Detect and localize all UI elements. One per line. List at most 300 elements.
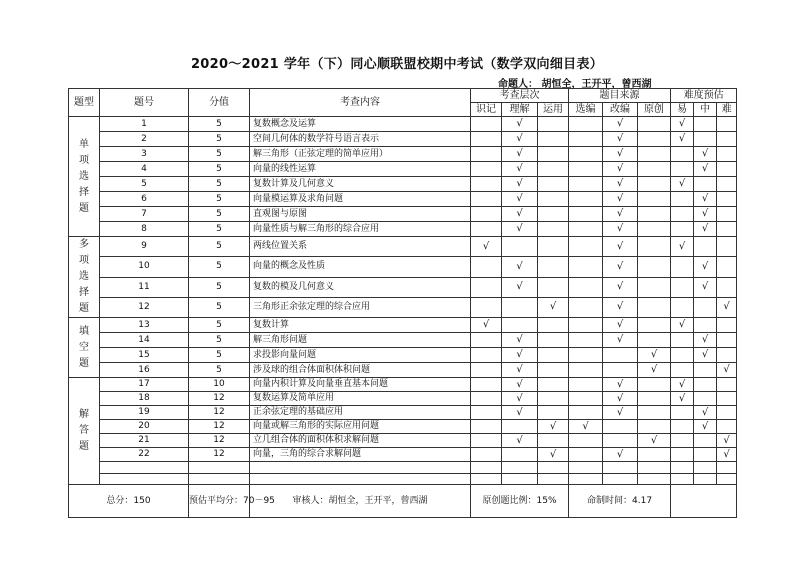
cell-difficulty-2 [717,462,737,474]
cell-content: 解三角形（正弦定理的简单应用） [250,147,471,162]
cell-level-2: √ [538,297,569,317]
cell-level-1: √ [502,132,538,147]
cell-level-0 [471,462,502,474]
cell-difficulty-2: √ [717,297,737,317]
cell-level-0 [471,192,502,207]
cell-difficulty-1: √ [694,192,717,207]
cell-difficulty-1: √ [694,406,717,420]
cell-number: 2 [100,132,189,147]
cell-source-0 [569,348,603,363]
cell-level-0 [471,132,502,147]
cell-source-2: √ [638,363,671,378]
cell-source-0 [569,297,603,317]
cell-difficulty-0 [671,277,694,297]
cell-level-2: √ [538,420,569,434]
cell-number: 8 [100,222,189,237]
cell-level-0 [471,363,502,378]
cell-source-2 [638,162,671,177]
cell-content: 三角形正余弦定理的综合应用 [250,297,471,317]
cell-score [189,474,250,485]
cell-content: 复数计算及几何意义 [250,177,471,192]
table-row [69,117,737,132]
cell-source-1: √ [603,277,638,297]
header-diff-easy: 易 [671,103,694,117]
table-row [69,162,737,177]
cell-score: 5 [189,192,250,207]
cell-difficulty-0 [671,162,694,177]
cell-level-2 [538,378,569,392]
cell-source-1: √ [603,318,638,333]
cell-difficulty-0: √ [671,392,694,406]
table-row [69,257,737,277]
cell-level-2 [538,363,569,378]
cell-level-0 [471,277,502,297]
cell-source-2 [638,222,671,237]
cell-source-2 [638,297,671,317]
cell-level-1: √ [502,162,538,177]
cell-source-1: √ [603,177,638,192]
cell-difficulty-0 [671,348,694,363]
cell-difficulty-1 [694,117,717,132]
cell-score: 5 [189,333,250,348]
table-row [69,448,737,462]
cell-difficulty-1: √ [694,333,717,348]
cell-difficulty-1: √ [694,162,717,177]
cell-difficulty-0: √ [671,237,694,257]
header-content: 考查内容 [250,89,471,117]
cell-source-0 [569,462,603,474]
cell-number: 20 [100,420,189,434]
cell-difficulty-2: √ [717,448,737,462]
cell-content: 立几组合体的面积体积求解问题 [250,434,471,448]
footer-reviewers: 审核人：胡恒全，王开平，曾西湖 [250,485,471,518]
cell-source-1: √ [603,378,638,392]
cell-source-0 [569,237,603,257]
cell-source-0 [569,474,603,485]
cell-level-0 [471,162,502,177]
cell-level-1: √ [502,177,538,192]
cell-difficulty-0 [671,147,694,162]
cell-content: 向量或解三角形的实际应用问题 [250,420,471,434]
cell-score: 12 [189,406,250,420]
spec-table [68,88,737,518]
header-diff-hard: 难 [717,103,737,117]
cell-source-0 [569,392,603,406]
cell-content: 复数计算 [250,318,471,333]
footer-total: 总分：150 [69,485,189,518]
table-row [69,222,737,237]
cell-number [100,462,189,474]
cell-score: 5 [189,348,250,363]
cell-difficulty-2 [717,162,737,177]
cell-difficulty-0 [671,257,694,277]
cell-difficulty-0 [671,192,694,207]
cell-level-2 [538,392,569,406]
cell-difficulty-2 [717,406,737,420]
cell-difficulty-1 [694,177,717,192]
cell-number: 12 [100,297,189,317]
cell-score: 12 [189,434,250,448]
cell-level-2 [538,406,569,420]
cell-score: 5 [189,162,250,177]
table-row [69,177,737,192]
table-row [69,434,737,448]
cell-source-2 [638,257,671,277]
cell-content: 向量，三角的综合求解问题 [250,448,471,462]
section-label-text: 多项选择题 [79,239,89,314]
table-row [69,132,737,147]
cell-difficulty-2 [717,392,737,406]
cell-content: 两线位置关系 [250,237,471,257]
cell-number: 11 [100,277,189,297]
cell-source-2 [638,192,671,207]
cell-difficulty-0 [671,474,694,485]
cell-difficulty-2 [717,192,737,207]
cell-source-2 [638,378,671,392]
cell-difficulty-0: √ [671,318,694,333]
cell-score: 5 [189,117,250,132]
cell-difficulty-2 [717,207,737,222]
footer-avg: 预估平均分：70－95 [189,485,250,518]
cell-level-2 [538,222,569,237]
table-row [69,277,737,297]
table-row [69,297,737,317]
cell-level-0 [471,474,502,485]
cell-source-2 [638,462,671,474]
cell-difficulty-1: √ [694,420,717,434]
cell-level-0 [471,434,502,448]
cell-level-2 [538,333,569,348]
header-source-selected: 选编 [569,103,603,117]
cell-source-0 [569,207,603,222]
cell-source-1: √ [603,117,638,132]
cell-difficulty-0 [671,222,694,237]
cell-score: 5 [189,177,250,192]
cell-difficulty-2 [717,420,737,434]
cell-content: 向量的概念及性质 [250,257,471,277]
cell-number: 21 [100,434,189,448]
cell-source-2 [638,392,671,406]
cell-level-0 [471,378,502,392]
cell-level-1: √ [502,392,538,406]
cell-level-1: √ [502,257,538,277]
cell-level-2 [538,462,569,474]
cell-difficulty-1: √ [694,348,717,363]
cell-difficulty-2 [717,237,737,257]
cell-score: 5 [189,222,250,237]
cell-number: 1 [100,117,189,132]
cell-source-0: √ [569,420,603,434]
cell-difficulty-2 [717,177,737,192]
cell-level-1 [502,318,538,333]
cell-difficulty-0: √ [671,117,694,132]
cell-source-0 [569,318,603,333]
cell-content: 向量性质与解三角形的综合应用 [250,222,471,237]
header-source-original: 原创 [638,103,671,117]
section-label [69,378,100,485]
cell-level-2 [538,177,569,192]
cell-difficulty-2 [717,132,737,147]
cell-source-2 [638,147,671,162]
cell-difficulty-1 [694,237,717,257]
cell-level-2: √ [538,448,569,462]
cell-level-2 [538,147,569,162]
cell-level-0 [471,333,502,348]
table-row [69,333,737,348]
table-row [69,147,737,162]
cell-level-0 [471,297,502,317]
section-label-text: 填空题 [79,325,89,369]
table-row [69,462,737,474]
cell-number: 5 [100,177,189,192]
cell-level-1 [502,474,538,485]
cell-source-2: √ [638,348,671,363]
cell-level-1: √ [502,434,538,448]
cell-score: 5 [189,207,250,222]
cell-level-1: √ [502,348,538,363]
cell-difficulty-0 [671,420,694,434]
cell-difficulty-1 [694,318,717,333]
section-label [69,117,100,237]
cell-level-2 [538,434,569,448]
cell-source-2: √ [638,434,671,448]
table-row [69,237,737,257]
cell-source-1: √ [603,297,638,317]
cell-difficulty-0 [671,462,694,474]
cell-level-0 [471,392,502,406]
cell-number: 3 [100,147,189,162]
cell-source-0 [569,333,603,348]
cell-number: 18 [100,392,189,406]
cell-content [250,462,471,474]
author-line: 命题人： 胡恒全，王开平，曾西湖 [498,79,652,90]
cell-source-1: √ [603,448,638,462]
cell-number: 10 [100,257,189,277]
cell-level-1: √ [502,277,538,297]
cell-source-0 [569,277,603,297]
cell-content: 求投影向量问题 [250,348,471,363]
cell-level-2 [538,117,569,132]
cell-level-0 [471,222,502,237]
cell-level-2 [538,474,569,485]
cell-source-1: √ [603,222,638,237]
cell-source-1 [603,474,638,485]
cell-level-1 [502,448,538,462]
header-level-recall: 识记 [471,103,502,117]
cell-source-2 [638,177,671,192]
cell-level-1: √ [502,207,538,222]
cell-difficulty-0 [671,406,694,420]
cell-number: 17 [100,378,189,392]
table-row [69,392,737,406]
cell-score: 5 [189,257,250,277]
cell-source-0 [569,147,603,162]
cell-level-2 [538,207,569,222]
cell-source-0 [569,448,603,462]
cell-number: 6 [100,192,189,207]
cell-level-2 [538,237,569,257]
cell-source-1 [603,462,638,474]
table-row [69,348,737,363]
header-score: 分值 [189,89,250,117]
cell-content: 复数概念及运算 [250,117,471,132]
cell-source-0 [569,363,603,378]
cell-level-1: √ [502,363,538,378]
cell-content [250,474,471,485]
cell-level-1: √ [502,333,538,348]
section-label [69,237,100,318]
cell-difficulty-0 [671,434,694,448]
section-label [69,318,100,378]
cell-level-2 [538,192,569,207]
cell-difficulty-1 [694,392,717,406]
table-body [69,89,737,518]
cell-difficulty-2 [717,257,737,277]
cell-source-2 [638,318,671,333]
cell-difficulty-2 [717,147,737,162]
cell-source-2 [638,277,671,297]
table-row [69,207,737,222]
cell-level-1: √ [502,117,538,132]
cell-content: 空间几何体的数学符号语言表示 [250,132,471,147]
cell-source-0 [569,257,603,277]
cell-content: 直观图与原图 [250,207,471,222]
cell-difficulty-1 [694,474,717,485]
cell-source-1: √ [603,406,638,420]
cell-level-1 [502,462,538,474]
cell-source-2 [638,117,671,132]
footer-row [69,485,737,518]
header-level-group: 考查层次 [471,89,569,103]
cell-score: 5 [189,237,250,257]
cell-difficulty-1 [694,434,717,448]
cell-score: 5 [189,277,250,297]
cell-difficulty-2 [717,277,737,297]
header-source-adapted: 改编 [603,103,638,117]
cell-score: 12 [189,448,250,462]
cell-level-0 [471,177,502,192]
cell-number: 15 [100,348,189,363]
cell-source-2 [638,207,671,222]
header-number: 题号 [100,89,189,117]
cell-difficulty-0 [671,333,694,348]
cell-level-0 [471,117,502,132]
cell-content: 复数运算及简单应用 [250,392,471,406]
cell-level-1 [502,237,538,257]
cell-level-0 [471,348,502,363]
cell-difficulty-1: √ [694,277,717,297]
cell-difficulty-1: √ [694,222,717,237]
cell-score: 5 [189,132,250,147]
cell-source-1: √ [603,207,638,222]
cell-source-1: √ [603,237,638,257]
cell-source-1: √ [603,132,638,147]
cell-score: 5 [189,297,250,317]
cell-content: 解三角形问题 [250,333,471,348]
cell-source-2 [638,474,671,485]
cell-source-0 [569,192,603,207]
cell-difficulty-2 [717,474,737,485]
cell-difficulty-0 [671,363,694,378]
page-title: 2020～2021 学年（下）同心顺联盟校期中考试（数学双向细目表） [190,57,604,72]
cell-source-1: √ [603,147,638,162]
cell-source-2 [638,420,671,434]
table-row [69,378,737,392]
cell-difficulty-0: √ [671,177,694,192]
cell-content: 向量的线性运算 [250,162,471,177]
cell-content: 正余弦定理的基础应用 [250,406,471,420]
cell-difficulty-0 [671,297,694,317]
cell-level-0 [471,257,502,277]
header-source-group: 题目来源 [569,89,671,103]
section-label-text: 单项选择题 [79,138,89,214]
table-row [69,420,737,434]
header-level-apply: 运用 [538,103,569,117]
cell-source-1 [603,363,638,378]
cell-difficulty-1 [694,378,717,392]
cell-difficulty-2 [717,222,737,237]
table-row [69,363,737,378]
cell-level-1: √ [502,222,538,237]
cell-score: 5 [189,318,250,333]
cell-level-2 [538,348,569,363]
cell-difficulty-0: √ [671,132,694,147]
cell-level-0 [471,147,502,162]
cell-source-0 [569,117,603,132]
cell-level-0: √ [471,237,502,257]
cell-content: 向量模运算及求角问题 [250,192,471,207]
cell-content: 向量内积计算及向量垂直基本问题 [250,378,471,392]
cell-source-1: √ [603,257,638,277]
cell-level-2 [538,257,569,277]
header-level-understand: 理解 [502,103,538,117]
cell-score [189,462,250,474]
cell-content: 复数的模及几何意义 [250,277,471,297]
cell-number: 4 [100,162,189,177]
cell-level-1 [502,420,538,434]
cell-source-1: √ [603,333,638,348]
cell-source-0 [569,406,603,420]
cell-difficulty-0 [671,207,694,222]
cell-score: 12 [189,392,250,406]
table-row [69,474,737,485]
cell-content: 涉及球的组合体面积体积问题 [250,363,471,378]
cell-difficulty-1: √ [694,257,717,277]
cell-difficulty-1 [694,132,717,147]
cell-source-2 [638,132,671,147]
cell-difficulty-2 [717,333,737,348]
cell-difficulty-0: √ [671,378,694,392]
cell-source-2 [638,448,671,462]
cell-level-0 [471,448,502,462]
cell-source-0 [569,434,603,448]
cell-number: 9 [100,237,189,257]
cell-source-0 [569,378,603,392]
cell-level-1: √ [502,192,538,207]
footer-time: 命制时间：4.17 [569,485,671,518]
cell-source-2 [638,333,671,348]
header-difficulty-group: 难度预估 [671,89,737,103]
table-row [69,406,737,420]
cell-level-0 [471,207,502,222]
cell-source-1: √ [603,192,638,207]
cell-difficulty-2 [717,378,737,392]
cell-difficulty-1 [694,363,717,378]
cell-score: 10 [189,378,250,392]
footer-original-ratio: 原创题比例：15% [471,485,569,518]
cell-number: 13 [100,318,189,333]
cell-source-1: √ [603,162,638,177]
